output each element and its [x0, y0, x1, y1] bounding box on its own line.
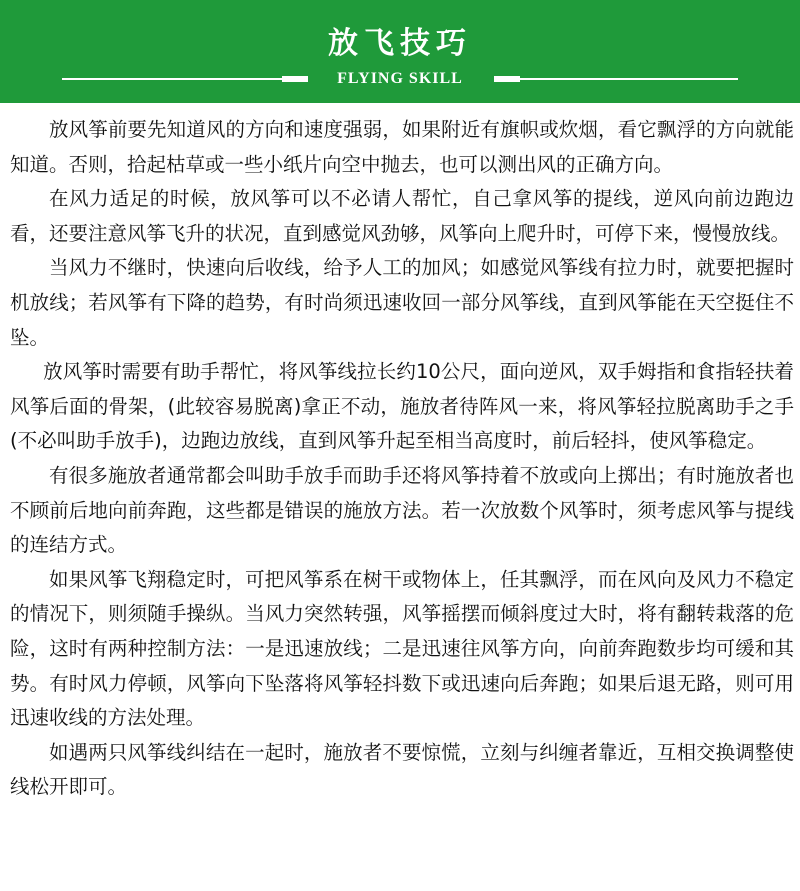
paragraph-stable-flight: 如果风筝飞翔稳定时，可把风筝系在树干或物体上，任其飘浮，而在风向及风力不稳定的情况下，则须随手操纵。当风力突然转强，风筝摇摆而倾斜度过大时，将有翻转栽落的危险，这时有两种控制方法：一是迅速放线；二是迅速往风筝方向，向前奔跑数步均可缓和其势。有时风力停顿，风筝向下坠落将风筝轻抖数下或迅速向后奔跑；如果后退无路，则可用迅速收线的方法处理。: [10, 567, 794, 730]
divider-line-right: [520, 78, 738, 80]
paragraph-tangled-lines: 如遇两只风筝线纠结在一起时，施放者不要惊慌，立刻与纠缠者靠近，互相交换调整使线松开即可。: [10, 740, 794, 799]
paragraph-weak-wind: 当风力不继时，快速向后收线，给予人工的加风；如感觉风筝线有拉力时，就要把握时机放线；若风筝有下降的趋势，有时尚须迅速收回一部分风筝线，直到风筝能在天空挺住不坠。: [10, 256, 794, 349]
page-subtitle: FLYING SKILL: [337, 70, 463, 87]
header-banner: [0, 0, 800, 103]
article-body: [10, 113, 794, 805]
paragraph-wind-direction: 放风筝前要先知道风的方向和速度强弱，如果附近有旗帜或炊烟，看它飘浮的方向就能知道。否则，拾起枯草或一些小纸片向空中抛去，也可以测出风的正确方向。: [10, 118, 794, 176]
paragraph-common-mistakes: 有很多施放者通常都会叫助手放手而助手还将风筝持着不放或向上掷出；有时施放者也不顾前后地向前奔跑，这些都是错误的施放方法。若一次放数个风筝时，须考虑风筝与提线的连结方式。: [10, 463, 794, 557]
paragraph-solo-launch: 在风力适足的时候，放风筝可以不必请人帮忙，自己拿风筝的提线，逆风向前边跑边看，还要注意风筝飞升的状况，直到感觉风劲够，风筝向上爬升时，可停下来，慢慢放线。: [10, 187, 794, 245]
page-title: 放飞技巧: [328, 26, 472, 61]
paragraph-assisted-launch: 放风筝时需要有助手帮忙，将风筝线拉长约10公尺，面向逆风，双手姆指和食指轻扶着风筝后面的骨架，(此较容易脱离)拿正不动，施放者待阵风一来，将风筝轻拉脱离助手之手(不必叫助手放手)，边跑边放线，直到风筝升起至相当高度时，前后轻抖，使风筝稳定。: [10, 360, 794, 453]
divider-cap-right: [494, 76, 520, 82]
